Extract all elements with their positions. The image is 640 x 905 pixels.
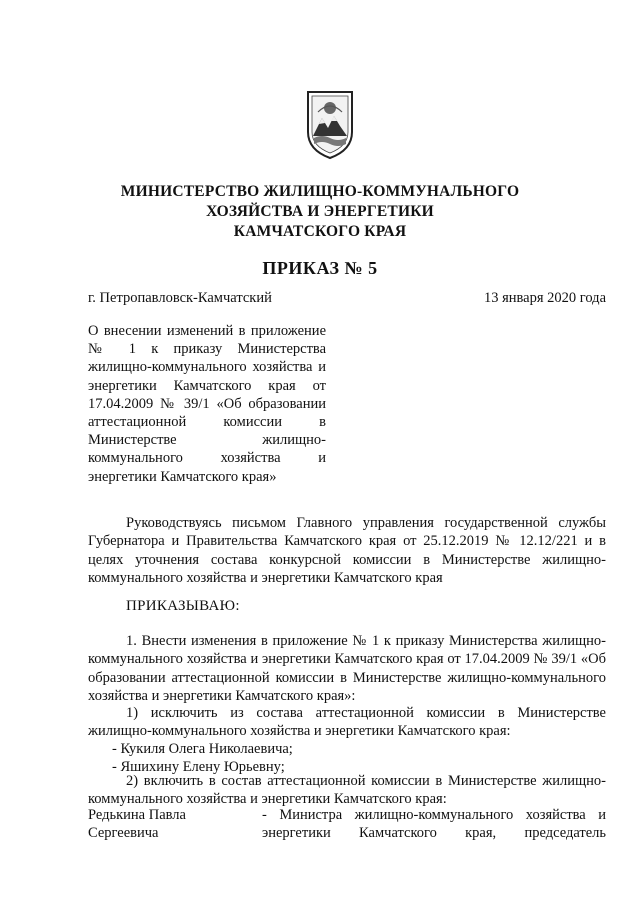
header-line-3: КАМЧАТСКОГО КРАЯ	[233, 223, 407, 240]
order-subject: О внесении изменений в приложение № 1 к приказу Министерства жилищно-коммунального хозяйства и энергетики Камчатского края от 17.04.2009 № 39/1 «Об образовании аттестационной комиссии в Министерстве жилищно-коммунального хозяйства и энергетики Камчатского края»	[88, 323, 326, 485]
member-name-line-2: Сергеевича	[88, 825, 159, 842]
order-date: 13 января 2020 года	[483, 290, 606, 306]
item-1-paragraph: 1. Внести изменения в приложение № 1 к приказу Министерства жилищно-коммунального хозяйства и энергетики Камчатского края от 17.04.2009 № 39/1 «Об образовании аттестационной комиссии в Министерстве жилищно-коммунального хозяйства и энергетики Камчатского края»:	[88, 633, 606, 705]
order-title: ПРИКАЗ № 5	[262, 258, 378, 278]
header-line-1: МИНИСТЕРСТВО ЖИЛИЩНО-КОММУНАЛЬНОГО	[120, 183, 520, 200]
excluded-member-2: - Яшихину Елену Юрьевну;	[112, 759, 285, 775]
member-role-line-2: энергетики Камчатского края, председатель	[262, 825, 606, 842]
orders-word: ПРИКАЗЫВАЮ:	[126, 598, 240, 614]
kamchatka-coat-of-arms-icon	[304, 88, 356, 160]
preamble-paragraph: Руководствуясь письмом Главного управления государственной службы Губернатора и Правительства Камчатского края от 25.12.2019 № 12.12/221 и в целях уточнения состава конкурсной комиссии в Министерстве жилищно-коммунального хозяйства и энергетики Камчатского края	[88, 515, 606, 587]
member-name	[88, 806, 186, 843]
excluded-member-1: - Кукиля Олега Николаевича;	[112, 741, 293, 757]
ministry-header	[0, 182, 640, 242]
place: г. Петропавловск-Камчатский	[88, 290, 272, 306]
header-line-2: ХОЗЯЙСТВА И ЭНЕРГЕТИКИ	[206, 203, 434, 220]
member-role-line-1: - Министра жилищно-коммунального хозяйства и	[262, 807, 606, 823]
sub-item-2-paragraph: 2) включить в состав аттестационной комиссии в Министерстве жилищно-коммунального хозяйства и энергетики Камчатского края:	[88, 773, 606, 808]
member-role	[262, 806, 606, 843]
sub-item-1-paragraph: 1) исключить из состава аттестационной комиссии в Министерстве жилищно-коммунального хозяйства и энергетики Камчатского края:	[88, 705, 606, 740]
member-name-line-1: Редькина Павла	[88, 807, 186, 823]
